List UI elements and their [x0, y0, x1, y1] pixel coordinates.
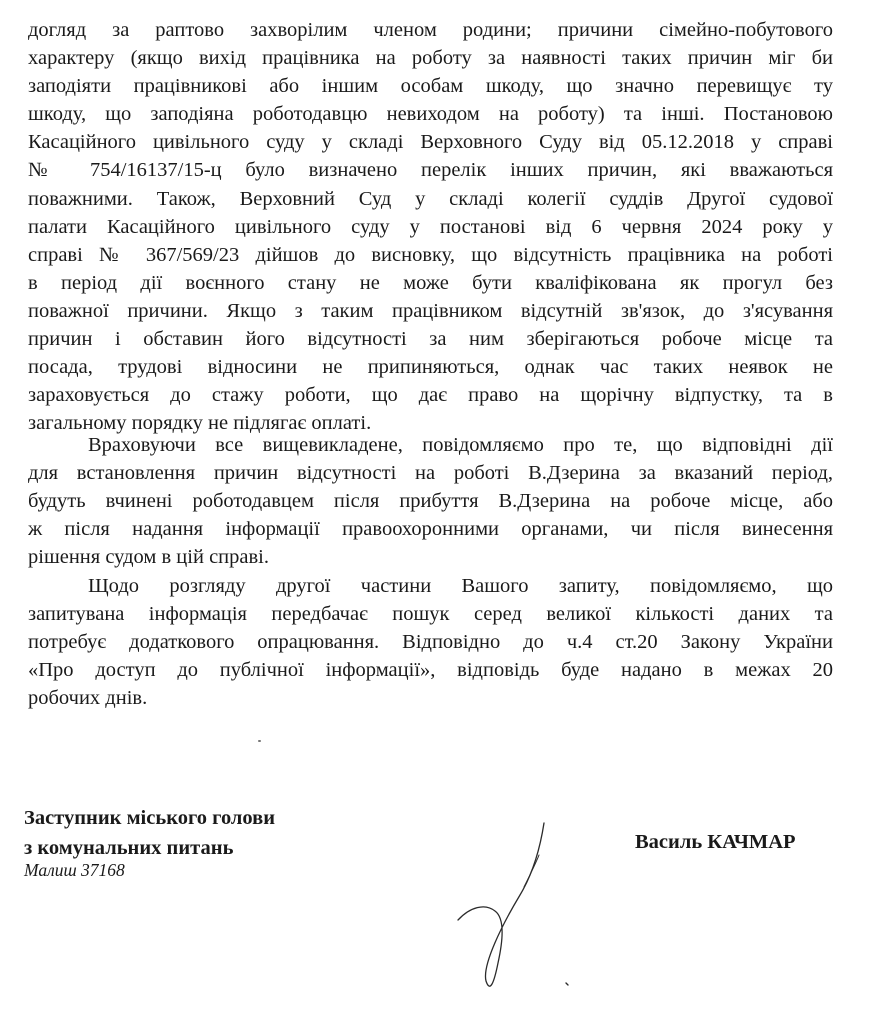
scan-speck [258, 740, 261, 742]
text-line: в період дії воєнного стану не може бути кваліфікована як прогул без [28, 271, 833, 294]
position-line: Заступник міського голови [24, 807, 276, 829]
text-line: потребує додаткового опрацювання. Відповідно до ч.4 ст.20 Закону України [28, 631, 833, 654]
text-line: Враховуючи все вищевикладене, повідомляємо про те, що відповідні дії [88, 434, 833, 456]
handwritten-signature [440, 815, 610, 1015]
text-line: для встановлення причин відсутності на роботі В.Дзерина за вказаний період, [28, 462, 833, 485]
text-line: Щодо розгляду другої частини Вашого запиту, повідомляємо, що [88, 575, 833, 597]
text-line: будуть вчинені роботодавцем після прибуття В.Дзерина на робоче місце, або [28, 490, 833, 513]
text-line: шкоду, що заподіяна роботодавцю невиходом на роботу) та інші. Постановою [28, 103, 833, 126]
text-line: справі № 367/569/23 дійшов до висновку, що відсутність працівника на роботі [28, 243, 833, 266]
position-line: з комунальних питань [24, 837, 234, 859]
text-line: запитувана інформація передбачає пошук серед великої кількості даних та [28, 603, 833, 626]
text-line: поважної причини. Якщо з таким працівником відсутній зв'язок, до з'ясування [28, 299, 833, 322]
executor-note: Малиш 37168 [24, 860, 125, 880]
text-line: «Про доступ до публічної інформації», відповідь буде надано в межах 20 [28, 659, 833, 682]
text-line: причин і обставин його відсутності за ним зберігаються робоче місце та [28, 328, 833, 351]
text-line: догляд за раптово захворілим членом родини; причини сімейно-побутового [28, 19, 833, 41]
text-line: № 754/16137/15-ц було визначено перелік інших причин, які вважаються [28, 159, 833, 182]
text-line: рішення судом в цій справі. [28, 546, 269, 569]
text-line: ж після надання інформації правоохоронними органами, чи після винесення [28, 518, 833, 541]
text-line: характеру (якщо вихід працівника на роботу за наявності таких причин міг би [28, 47, 833, 70]
text-line: палати Касаційного цивільного суду у постанові від 6 червня 2024 року у [28, 215, 833, 238]
text-line: робочих днів. [28, 687, 148, 710]
signatory-name: Василь КАЧМАР [635, 831, 796, 853]
paragraph-1 [28, 16, 833, 437]
text-line: заподіяти працівникові або іншим особам шкоду, що значно перевищує ту [28, 75, 833, 98]
text-line: Касаційного цивільного суду у складі Верховного Суду від 05.12.2018 у справі [28, 131, 833, 154]
text-line: загальному порядку не підлягає оплаті. [28, 412, 372, 435]
text-line: зараховується до стажу роботи, що дає право на щорічну відпустку, та в [28, 384, 833, 407]
paragraph-2 [28, 431, 833, 571]
paragraph-3 [28, 572, 833, 712]
signatory-position [24, 803, 275, 863]
text-line: посада, трудові відносини не припиняються, однак час таких неявок не [28, 356, 833, 379]
text-line: поважними. Також, Верховний Суд у складі колегії суддів Другої судової [28, 187, 833, 210]
